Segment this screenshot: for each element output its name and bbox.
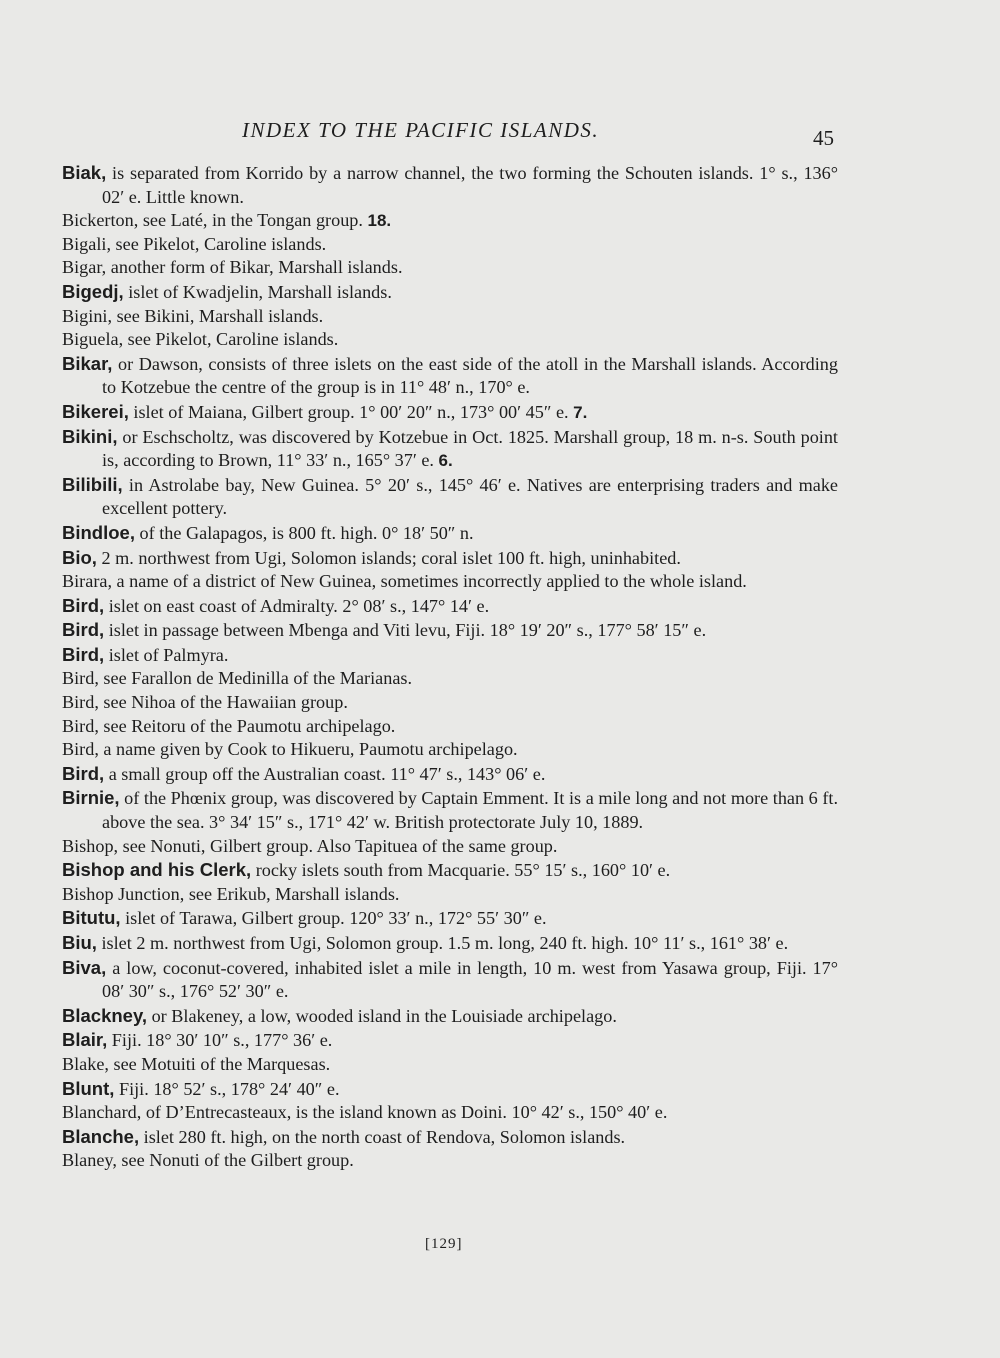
entry-text: Bird, see Reitoru of the Paumotu archipelago.: [62, 715, 396, 736]
index-entry: [62, 931, 838, 956]
entry-text: or Dawson, consists of three islets on the east side of the atoll in the Marshall islands. According to Kotzebue the centre of the group is in 11° 48′ n., 170° e.: [102, 353, 838, 398]
entry-text: islet of Maiana, Gilbert group. 1° 00′ 20″ n., 173° 00′ 45″ e.: [128, 401, 569, 422]
entry-text: is separated from Korrido by a narrow channel, the two forming the Schouten islands. 1° s., 136° 02′ e. Little known.: [102, 163, 838, 207]
index-entry: [62, 280, 838, 305]
running-head: [0, 118, 1000, 152]
index-entry: [62, 209, 838, 233]
index-entry: [62, 256, 838, 280]
entry-headword: Bio,: [62, 546, 97, 568]
index-entry: [62, 1053, 838, 1077]
entry-text: 2 m. northwest from Ugi, Solomon islands; coral islet 100 ft. high, uninhabited.: [96, 547, 681, 568]
entry-headword: Birnie,: [62, 787, 120, 809]
entry-headword: Bird,: [62, 643, 105, 665]
entry-text: Bigali, see Pikelot, Caroline islands.: [62, 233, 327, 254]
index-entry: [62, 1004, 838, 1029]
index-entry: [62, 425, 838, 473]
entry-text: in Astrolabe bay, New Guinea. 5° 20′ s., 145° 46′ e. Natives are enterprising traders and make excellent pottery.: [102, 474, 838, 519]
entry-text: Bigini, see Bikini, Marshall islands.: [62, 305, 324, 326]
entry-text: a low, coconut-covered, inhabited islet a mile in length, 10 m. west from Yasawa group, Fiji. 17° 08′ 30″ s., 176° 52′ 30″ e.: [102, 957, 838, 1002]
entry-text: Bird, see Farallon de Medinilla of the Marianas.: [62, 668, 413, 689]
index-entry: [62, 691, 838, 715]
entry-text: Bigar, another form of Bikar, Marshall islands.: [62, 257, 403, 278]
entry-headword: Bikini,: [62, 425, 118, 447]
entry-headword: Bird,: [62, 619, 105, 641]
entry-reference-number: 6.: [438, 451, 453, 471]
entry-text: Bird, see Nihoa of the Hawaiian group.: [62, 692, 348, 713]
page-number: 45: [813, 126, 834, 150]
entry-reference-number: 18.: [367, 211, 392, 231]
entry-text: or Blakeney, a low, wooded island in the Louisiade archipelago.: [147, 1005, 617, 1026]
entry-headword: Blair,: [62, 1029, 108, 1051]
entry-text: a small group off the Australian coast. 11° 47′ s., 143° 06′ e.: [104, 763, 546, 784]
index-entry: [62, 521, 838, 546]
index-entry: [62, 1028, 838, 1053]
entry-text: of the Phœnix group, was discovered by Captain Emment. It is a mile long and not more than 6 ft. above the sea. 3° 34′ 15″ s., 171° 42′ w. British protectorate July 10, 1889.: [102, 788, 838, 833]
running-head-title: INDEX TO THE PACIFIC ISLANDS.: [242, 118, 600, 142]
index-entry: [62, 738, 838, 762]
index-entry: [62, 835, 838, 859]
entry-text: islet on east coast of Admiralty. 2° 08′ s., 147° 14′ e.: [104, 595, 490, 616]
index-entry: [62, 328, 838, 352]
index-entry: [62, 1101, 838, 1125]
entry-text: Blanchard, of D’Entrecasteaux, is the island known as Doini. 10° 42′ s., 150° 40′ e.: [62, 1102, 668, 1123]
index-entry: [62, 667, 838, 691]
entry-text: islet 2 m. northwest from Ugi, Solomon group. 1.5 m. long, 240 ft. high. 10° 11′ s., 161° 38′ e.: [96, 933, 789, 953]
entry-text: Fiji. 18° 52′ s., 178° 24′ 40″ e.: [114, 1078, 340, 1099]
folio-number: [129]: [425, 1236, 463, 1252]
index-entry: [62, 643, 838, 668]
index-entry: [62, 906, 838, 931]
entry-headword: Bikerei,: [62, 400, 129, 422]
entry-headword: Bird,: [62, 594, 105, 616]
entry-text: of the Galapagos, is 800 ft. high. 0° 18′ 50″ n.: [134, 522, 474, 543]
index-entry: [62, 305, 838, 329]
entry-headword: Bigedj,: [62, 280, 124, 302]
entry-headword: Biva,: [62, 956, 107, 978]
index-entry: [62, 858, 838, 883]
entry-text: islet 280 ft. high, on the north coast of Rendova, Solomon islands.: [139, 1126, 626, 1147]
entry-text: Bishop, see Nonuti, Gilbert group. Also Tapituea of the same group.: [62, 835, 558, 856]
entry-text: Fiji. 18° 30′ 10″ s., 177° 36′ e.: [107, 1030, 333, 1051]
entry-text: Bishop Junction, see Erikub, Marshall islands.: [62, 883, 400, 904]
entry-headword: Biu,: [62, 932, 97, 953]
index-entries: [62, 161, 838, 1173]
entry-headword: Blunt,: [62, 1077, 115, 1099]
index-entry: [62, 956, 838, 1004]
index-entry: [62, 352, 838, 400]
index-entry: [62, 715, 838, 739]
index-entry: [62, 233, 838, 257]
entry-text: islet of Palmyra.: [104, 644, 229, 665]
index-entry: [62, 762, 838, 787]
index-entry: [62, 1125, 838, 1150]
entry-headword: Blackney,: [62, 1004, 148, 1026]
entry-headword: Bilibili,: [62, 473, 123, 495]
entry-text: islet of Tarawa, Gilbert group. 120° 33′ n., 172° 55′ 30″ e.: [120, 908, 547, 929]
entry-reference-number: 7.: [573, 402, 588, 422]
index-entry: [62, 1149, 838, 1173]
index-entry: [62, 400, 838, 425]
entry-headword: Bitutu,: [62, 907, 121, 929]
entry-text: Birara, a name of a district of New Guinea, sometimes incorrectly applied to the whole island.: [62, 571, 747, 592]
entry-text: islet in passage between Mbenga and Viti levu, Fiji. 18° 19′ 20″ s., 177° 58′ 15″ e.: [104, 620, 707, 641]
index-entry: [62, 546, 838, 571]
index-entry: [62, 786, 838, 834]
entry-headword: Bikar,: [62, 352, 113, 374]
entry-text: islet of Kwadjelin, Marshall islands.: [123, 281, 392, 302]
entry-text: Biguela, see Pikelot, Caroline islands.: [62, 329, 339, 350]
index-entry: [62, 473, 838, 521]
entry-text: Blake, see Motuiti of the Marquesas.: [62, 1053, 331, 1074]
entry-text: Bickerton, see Laté, in the Tongan group.: [62, 210, 363, 231]
entry-text: Bird, a name given by Cook to Hikueru, Paumotu archipelago.: [62, 739, 518, 760]
index-entry: [62, 1077, 838, 1102]
index-entry: [62, 570, 838, 594]
entry-headword: Bird,: [62, 762, 105, 784]
entry-headword: Bindloe,: [62, 521, 135, 543]
entry-headword: Biak,: [62, 162, 107, 183]
index-entry: [62, 618, 838, 643]
entry-text: rocky islets south from Macquarie. 55° 15′ s., 160° 10′ e.: [251, 860, 671, 881]
entry-text: Blaney, see Nonuti of the Gilbert group.: [62, 1150, 354, 1171]
entry-headword: Bishop and his Clerk,: [62, 859, 252, 881]
index-entry: [62, 161, 838, 209]
entry-headword: Blanche,: [62, 1125, 140, 1147]
index-entry: [62, 594, 838, 619]
index-entry: [62, 883, 838, 907]
entry-text: or Eschscholtz, was discovered by Kotzebue in Oct. 1825. Marshall group, 18 m. n-s. South point is, according to Brown, 11° 33′ n., 165° 37′ e.: [102, 426, 838, 471]
